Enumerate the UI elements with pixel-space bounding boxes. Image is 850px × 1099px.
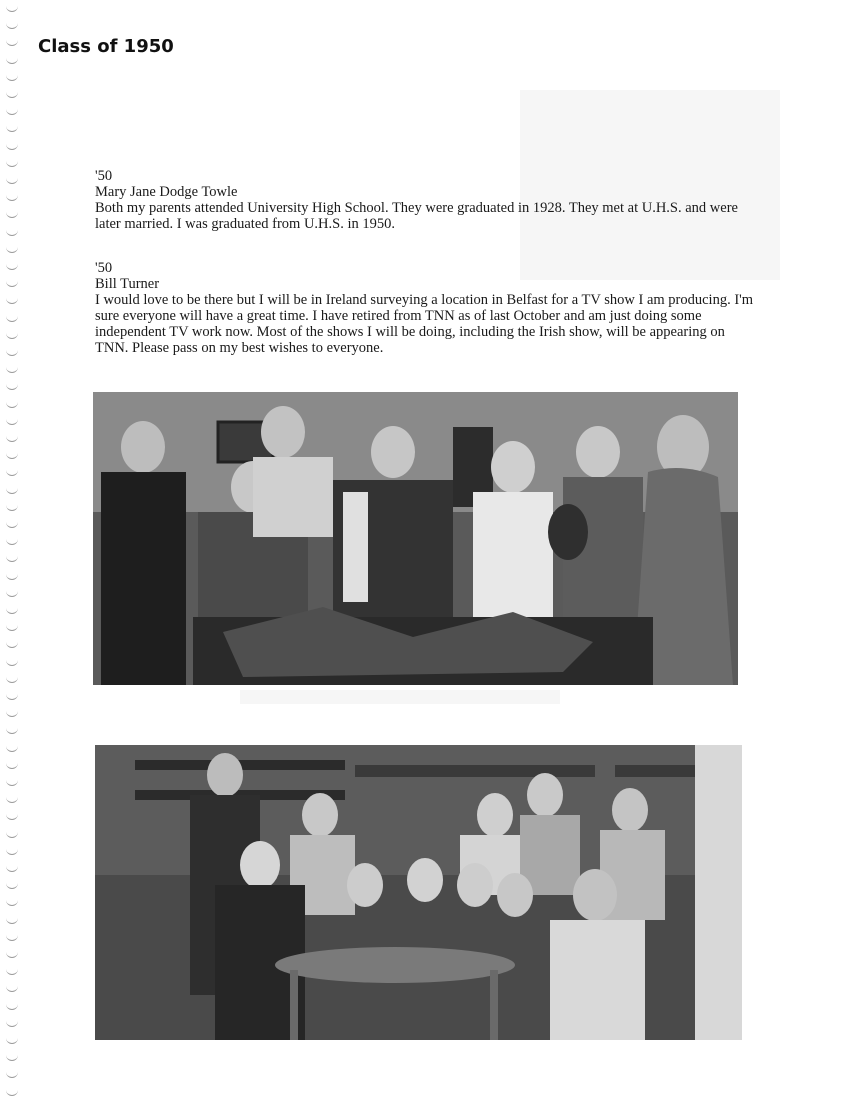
binding-hole	[6, 210, 18, 218]
binding-hole	[6, 761, 18, 769]
binding-hole	[6, 830, 18, 838]
binding-hole	[6, 486, 18, 494]
page-title: Class of 1950	[38, 36, 174, 57]
binding-hole	[6, 554, 18, 562]
binding-hole	[6, 314, 18, 322]
binding-hole	[6, 193, 18, 201]
binding-hole	[6, 709, 18, 717]
binding-hole	[6, 1036, 18, 1044]
binding-hole	[6, 262, 18, 270]
binding-hole	[6, 434, 18, 442]
binding-hole	[6, 984, 18, 992]
binding-hole	[6, 778, 18, 786]
binding-hole	[6, 296, 18, 304]
binding-hole	[6, 245, 18, 253]
binding-hole	[6, 400, 18, 408]
binding-hole	[6, 916, 18, 924]
binding-hole	[6, 1002, 18, 1010]
binding-hole	[6, 90, 18, 98]
group-photo-teacher-image	[93, 392, 738, 685]
binding-hole	[6, 847, 18, 855]
group-photo-library	[95, 745, 742, 1040]
binding-hole	[6, 331, 18, 339]
binding-hole	[6, 124, 18, 132]
binding-hole	[6, 56, 18, 64]
binding-hole	[6, 881, 18, 889]
binding-hole	[6, 159, 18, 167]
binding-hole	[6, 1070, 18, 1078]
binding-hole	[6, 675, 18, 683]
binding-hole	[6, 744, 18, 752]
binding-hole	[6, 365, 18, 373]
binding-hole	[6, 228, 18, 236]
binding-hole	[6, 950, 18, 958]
spiral-binding	[0, 0, 26, 1099]
binding-hole	[6, 606, 18, 614]
entry-name: Mary Jane Dodge Towle	[95, 184, 238, 200]
binding-hole	[6, 279, 18, 287]
binding-hole	[6, 21, 18, 29]
binding-hole	[6, 382, 18, 390]
binding-hole	[6, 589, 18, 597]
group-photo-teacher	[93, 392, 738, 685]
binding-hole	[6, 107, 18, 115]
show-through-mark	[240, 690, 560, 704]
binding-hole	[6, 73, 18, 81]
binding-hole	[6, 1019, 18, 1027]
binding-hole	[6, 348, 18, 356]
binding-hole	[6, 623, 18, 631]
entry-name: Bill Turner	[95, 276, 160, 292]
entry-year: '50	[95, 260, 113, 276]
binding-hole	[6, 537, 18, 545]
binding-hole	[6, 864, 18, 872]
entry-year: '50	[95, 168, 113, 184]
binding-hole	[6, 967, 18, 975]
binding-hole	[6, 812, 18, 820]
binding-hole	[6, 38, 18, 46]
binding-hole	[6, 572, 18, 580]
entry-turner	[95, 260, 755, 356]
group-photo-library-image	[95, 745, 742, 1040]
entry-text: I would love to be there but I will be in Ireland surveying a location in Belfast for a TV show I am producing. I'm sure everyone will have a great time. I have retired from TNN as of last October and am just doing some independent TV work now. Most of the shows I will be doing, including the Irish show, will be appearing on TNN. Please pass on my best wishes to everyone.	[95, 292, 754, 356]
binding-hole	[6, 417, 18, 425]
binding-hole	[6, 451, 18, 459]
binding-hole	[6, 933, 18, 941]
binding-hole	[6, 640, 18, 648]
binding-hole	[6, 1088, 18, 1096]
binding-hole	[6, 503, 18, 511]
entry-text: Both my parents attended University High School. They were graduated in 1928. They met at U.H.S. and were later married. I was graduated from U.H.S. in 1950.	[95, 200, 738, 232]
binding-hole	[6, 726, 18, 734]
binding-hole	[6, 176, 18, 184]
binding-hole	[6, 142, 18, 150]
binding-hole	[6, 692, 18, 700]
binding-hole	[6, 4, 18, 12]
binding-hole	[6, 468, 18, 476]
binding-hole	[6, 1053, 18, 1061]
binding-hole	[6, 898, 18, 906]
binding-hole	[6, 520, 18, 528]
entry-towle	[95, 168, 755, 232]
binding-hole	[6, 658, 18, 666]
binding-hole	[6, 795, 18, 803]
